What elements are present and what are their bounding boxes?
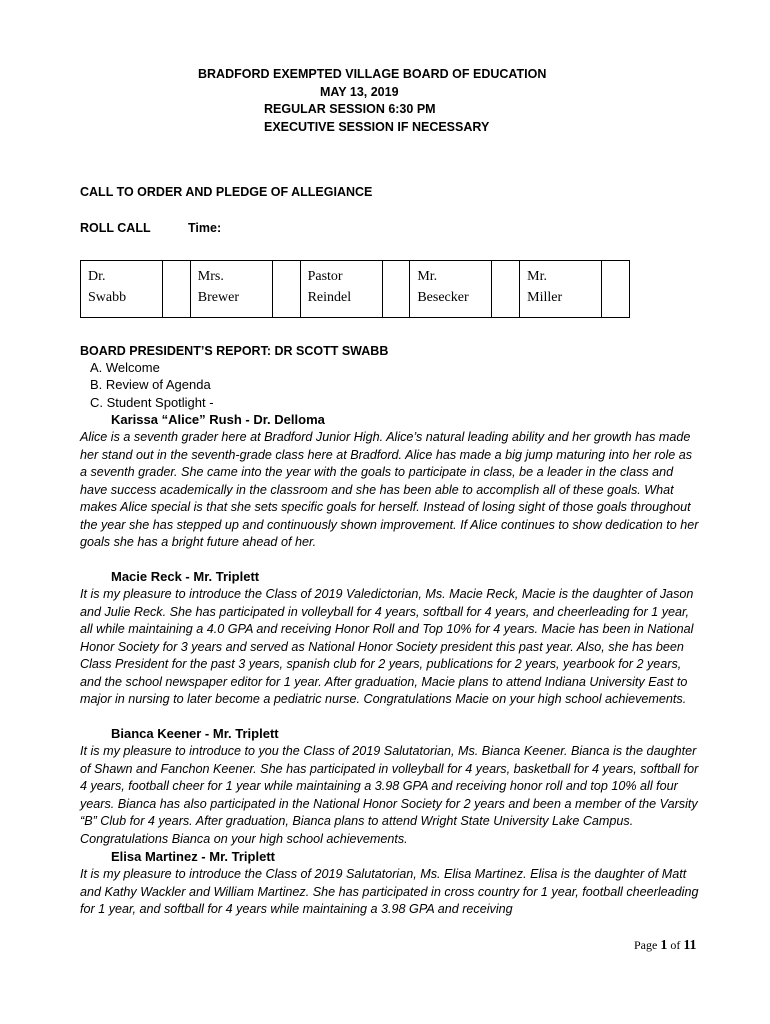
regular-session: REGULAR SESSION 6:30 PM — [264, 102, 436, 116]
roll-call-checkbox — [602, 261, 630, 318]
member-title: Mr. — [527, 269, 547, 284]
roll-call-time-label: Time: — [188, 221, 222, 235]
roll-call-label: ROLL CALL — [80, 221, 151, 235]
roll-call-table — [80, 260, 630, 318]
spotlight-text: Alice is a seventh grader here at Bradford Junior High. Alice’s natural leading ability and her growth has made her stand out in the seventh-grade class here at Bradford. Alice has made a big jump maturing into her role as a seventh grader. She came into the year with the goals to participate in class, be a leader in the class and have success academically in the classroom and she has been able to accomplish all of these goals. What makes Alice special is that she sets specific goals for herself. Instead of losing sight of those goals throughout the year she has stepped up and continuously shown improvement. If Alice continues to show dedication to her goals she has a bright future ahead of her. — [80, 430, 699, 549]
spotlight-heading: Macie Reck - Mr. Triplett — [111, 569, 260, 584]
spotlight-heading: Elisa Martinez - Mr. Triplett — [111, 849, 275, 864]
member-title: Mr. — [417, 269, 438, 284]
member-name: Miller — [527, 290, 563, 305]
board-title: BRADFORD EXEMPTED VILLAGE BOARD OF EDUCATION — [198, 67, 547, 81]
member-cell — [410, 261, 492, 318]
spotlight-text: It is my pleasure to introduce the Class of 2019 Salutatorian, Ms. Elisa Martinez. Elisa is the daughter of Matt and Kathy Wackler and William Martinez. She has participated in cross country for 1 year, football cheerleading for 1 year, and softball for 4 years while maintaining a 3.98 GPA and receiving — [80, 867, 699, 916]
member-name: Swabb — [88, 290, 127, 305]
roll-call-checkbox — [163, 261, 191, 318]
total-pages: 11 — [683, 938, 697, 953]
member-cell — [81, 261, 163, 318]
spotlight-heading: Karissa “Alice” Rush - Dr. Delloma — [111, 412, 325, 427]
member-cell — [190, 261, 272, 318]
member-title: Dr. — [88, 269, 106, 284]
agenda-item: B. Review of Agenda — [90, 377, 211, 392]
member-title: Pastor — [307, 269, 343, 284]
roll-call-checkbox — [272, 261, 300, 318]
roll-call-checkbox — [492, 261, 520, 318]
roll-call-checkbox — [382, 261, 410, 318]
member-name: Reindel — [307, 290, 352, 305]
page-number — [634, 938, 697, 954]
spotlight-heading: Bianca Keener - Mr. Triplett — [111, 726, 279, 741]
spotlight-text: It is my pleasure to introduce to you the Class of 2019 Salutatorian, Ms. Bianca Keener. Bianca is the daughter of Shawn and Fanchon Keener. She has participated in volleyball for 4 years, basketball for 4 years, softball for 4 years, football cheer for 1 year while maintaining a 3.98 GPA and receiving honor roll and top 10% all four years. Bianca has also participated in the National Honor Society for 2 years and been a member of the Varsity “B” Club for 4 years. After graduation, Bianca plans to attend Wright State University Lake Campus. Congratulations Bianca on your high school achievements. — [80, 744, 699, 846]
member-cell — [300, 261, 382, 318]
executive-session: EXECUTIVE SESSION IF NECESSARY — [264, 120, 490, 134]
page-word: Page — [634, 938, 658, 952]
call-to-order-heading: CALL TO ORDER AND PLEDGE OF ALLEGIANCE — [80, 185, 373, 199]
spotlight-text: It is my pleasure to introduce the Class of 2019 Valedictorian, Ms. Macie Reck, Macie is the daughter of Jason and Julie Reck. She has participated in volleyball for 4 years, softball for 4 years, and cheerleading for 1 year, all while maintaining a 4.0 GPA and receiving Honor Roll and Top 10% for 4 years. Macie has been in National Honor Society for 3 years and served as National Honor Society president this past year. Also, she has been Class President for the past 3 years, spanish club for 2 years, publications for 2 years, yearbook for 2 years, and the school newspaper editor for 1 year. After graduation, Macie plans to attend Indiana University East to major in nursing to later become a pediatric nurse. Congratulations Macie on your high school achievements. — [80, 587, 694, 706]
current-page: 1 — [660, 938, 668, 953]
member-name: Besecker — [417, 290, 469, 305]
member-title: Mrs. — [197, 269, 224, 284]
president-report-heading: BOARD PRESIDENT’S REPORT: DR SCOTT SWABB — [80, 344, 389, 358]
agenda-item: A. Welcome — [90, 360, 160, 375]
agenda-item: C. Student Spotlight - — [90, 395, 214, 410]
of-word: of — [670, 938, 681, 952]
member-cell — [520, 261, 602, 318]
member-name: Brewer — [197, 290, 239, 305]
meeting-date: MAY 13, 2019 — [320, 85, 399, 99]
